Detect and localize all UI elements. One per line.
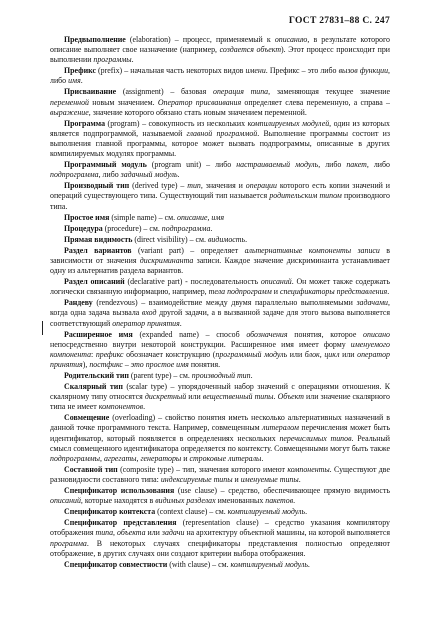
emphasized-term: постфикс [89,359,123,369]
emphasized-term: выражение [50,107,89,117]
entry-text: (direct visibility) – см. [132,234,208,244]
glossary-term: Спецификатор контекста [64,507,156,517]
emphasized-term: спецификаторы представления [279,287,388,297]
entry-text: ). Этот процесс происходит при выполнении [50,45,391,65]
glossary-entry [50,35,390,65]
entry-text: и [232,474,241,484]
glossary-entry [50,160,390,180]
glossary-entry [50,119,390,159]
entry-text: (variant part) – определяет [131,245,245,255]
emphasized-term: видимых разделах [155,496,216,506]
emphasized-term: главной программой [186,128,258,138]
entry-text: . [293,496,296,506]
entry-text: (program) – совокупность из нескольких [105,118,248,128]
emphasized-term: литералом [262,423,299,433]
entry-text: . [307,559,310,569]
entry-text: . [210,223,213,233]
entry-text: (representation clause) – средство указания компилятору отображения [50,518,390,538]
glossary-entry [50,465,390,485]
entry-text: производного типа. [50,191,391,211]
emphasized-term: подпрограммы [50,453,100,463]
glossary-entry [50,246,390,276]
emphasized-term: пакетов [265,496,294,506]
glossary-term: Прямая видимость [64,234,133,244]
glossary-entry [50,486,390,506]
entry-text: . Префикс – это либо [265,66,339,76]
entry-text: , либо [98,170,121,180]
entry-text: . Выполнение программы состоит из выполнения главной программы, которое может вызвать подпрограммы, описанные в других компилируемых модулях программы. [50,128,390,159]
entry-text: понятия, которое [287,329,364,339]
entry-text: записи. Каждое значение дискриминанта устанавливает одну из альтернатив раздела вариантов. [50,255,390,276]
emphasized-term: операция типа [213,87,269,97]
entry-text: . [245,234,248,244]
emphasized-term: тела подпрограмм [208,287,272,297]
entry-text: . [250,371,253,380]
emphasized-term: производный тип [191,371,251,380]
emphasized-term: вещественный типы [202,392,274,402]
entry-text: , [100,453,104,463]
emphasized-term: агрегаты [103,453,137,463]
entry-text: . [387,287,390,297]
glossary-entry [50,235,390,245]
entry-text: или значение скалярного типа не имеет [50,392,390,412]
emphasized-term: цикл [324,349,340,359]
entry-text: определяет слева переменную, а справа – [241,97,390,107]
entry-text: . Реальный смысл совмещенного идентификатора определяется по контексту. Совмещенными могут быть также [50,433,391,453]
emphasized-term: компилируемый модуль [230,559,308,569]
entry-text: , либо [50,66,391,86]
glossary-term: Спецификатор использования [64,486,175,496]
emphasized-term: программы [93,55,132,65]
entry-text: . Существуют две разновидности составного типа: [50,464,390,484]
entry-text: , [113,528,117,538]
emphasized-term: программа [50,538,87,548]
entry-text: понятия. [188,359,221,369]
emphasized-term: компилируемых модулей [247,118,330,128]
emphasized-term: тип [187,181,201,191]
entry-text: . [305,507,308,517]
glossary-entry [50,382,390,412]
entry-text: (expanded name) – способ [132,329,247,339]
glossary-term: Процедура [64,223,103,233]
entry-text: , значение которого обязано стать новым значением переменной. [88,107,307,117]
emphasized-term: подпрограмма [161,223,211,233]
emphasized-term: задачи [161,528,185,538]
glossary-entry [50,213,390,223]
entry-text: , либо [318,160,347,170]
entry-text: или [339,349,358,359]
entry-text: (elaboration) – процесс, применяемый к [125,35,275,44]
glossary-term: Раздел описаний [64,277,125,287]
entry-text: ), [82,359,90,369]
emphasized-term: альтернативные компоненты записи [244,245,380,255]
entry-text: , заменяющая текущее значение [268,87,390,97]
entry-text: . [273,392,278,402]
emphasized-term: программный модуль [215,349,288,359]
entry-text: обозначает конструкцию ( [123,349,216,359]
emphasized-term: родительским типом [269,191,342,201]
entry-text: , когда одна задача вызвала [50,298,390,318]
emphasized-term: объекта [117,528,146,538]
glossary-entry [50,560,390,570]
emphasized-term: строковые литералы [189,453,262,463]
entry-text: , [319,349,325,359]
emphasized-term: описаний [260,277,292,287]
glossary-term: Программный модуль [64,160,147,170]
entry-text: и [181,453,190,463]
emphasized-term: типа [95,528,114,538]
entry-text: (assignment) – базовая [116,87,214,97]
entry-text: – [122,359,131,369]
glossary-term: Производный тип [64,181,130,191]
glossary-entry [50,330,390,370]
entry-text: именованных [215,496,266,506]
entry-text: : [91,349,96,359]
glossary-term: Спецификатор совместности [64,559,168,569]
entry-text: . [261,453,264,463]
entry-text: . В некоторых случаях спецификаторы представления полностью определяют отображение, в других случаях они создают критерии выбора отображения. [50,538,390,558]
glossary-entry [50,413,390,463]
entry-text: или [145,528,162,538]
emphasized-term: дискриминанта [139,255,194,265]
glossary-term: Рандеву [64,298,93,308]
emphasized-term: создается объект [219,45,282,55]
emphasized-term: компилируемый модуль [227,507,306,517]
emphasized-term: блок [304,349,320,359]
entry-text: (overloading) – свойство понятия иметь несколько альтернативных назначений в данной точке программного текста. Например, совмещенным [50,413,390,433]
entry-text: (composite type) – тип, значения которого имеют [117,464,288,474]
entry-text: . [143,402,146,412]
emphasized-term: генераторы [140,453,182,463]
emphasized-term: именуемого компонента [50,339,390,359]
glossary-entry [50,87,390,117]
glossary-entry [50,518,390,558]
emphasized-term: имя [68,76,81,86]
emphasized-term: описано [363,329,390,339]
emphasized-term: оператор принятия [50,349,390,369]
glossary-term: Расширенное имя [64,329,133,339]
entry-text: , либо [366,160,390,170]
emphasized-term: видимость [207,234,246,244]
glossary-term: Присваивание [64,87,117,97]
emphasized-term: задачный модуль [120,170,178,180]
entry-text: . Он может также содержать логически связанную информацию, например, [50,277,390,297]
entry-text: непосредственно внутри некоторой конструкции. Расширенное имя имеет форму [50,339,351,349]
glossary-term: Родительский тип [64,371,129,380]
entry-text: (program unit) – либо [146,160,237,170]
entry-text: или [287,349,305,359]
glossary-term: Скалярный тип [64,382,123,392]
glossary-entry [50,224,390,234]
margin-mark [42,321,43,335]
emphasized-term: обозначения [246,329,288,339]
entry-text: , в результате которого описание выполняет свое назначение (например, [50,35,390,55]
entry-text: (context clause) – см. [155,507,228,517]
emphasized-term: имени [245,66,266,76]
emphasized-term: Оператор присваивания [157,97,242,107]
entry-text: (declarative part) - последовательность [124,277,261,287]
entry-text: (procedure) – см. [102,223,162,233]
emphasized-term: описаний [50,496,81,506]
emphasized-term: пакет [346,160,367,170]
entry-text: (with clause) – см. [167,559,231,569]
entry-text: . [80,76,83,86]
entry-text: , один из которых является подпрограммой, называемой [50,118,390,138]
glossary-term: Совмещение [64,413,110,423]
glossary-term: Предвыполнение [64,35,126,44]
entry-text: . [177,170,180,180]
entry-text: . [179,318,182,328]
emphasized-term: задачами [356,298,389,308]
entry-text: . [298,474,301,484]
emphasized-term: дискретный [144,392,187,402]
entry-text: (parent type) – см. [128,371,192,380]
entry-text: (use clause) – средство, обеспечивающее прямую видимость [174,486,390,496]
entry-text: в зависимости от значения [50,245,390,265]
entry-text: другой задачи, а в вызванной задаче для этого вызова выполняется соответствующий [50,308,390,328]
entry-text: , значения и [200,181,246,191]
entry-text: новым значением. [88,97,158,107]
glossary-body [50,35,390,570]
emphasized-term: описание, имя [177,212,225,222]
glossary-entry [50,66,390,86]
emphasized-term: оператор принятия [112,318,180,328]
entry-text: (scalar type) – упорядоченный набор значений с операциями отношения. К скалярному типу относятся [50,382,390,402]
emphasized-term: индексируемые типы [160,474,233,484]
glossary-term: Простое имя [64,212,110,222]
emphasized-term: префикс [95,349,124,359]
emphasized-term: компоненты [287,464,330,474]
emphasized-term: именуемые типы [240,474,299,484]
glossary-term: Префикс [64,66,96,76]
entry-text: которого есть копии значений и операций существующего типа. Существующий тип называется [50,181,391,201]
entry-text: на архитектуру объектной машины, на которой выполняется [184,528,390,538]
glossary-entry [50,277,390,297]
glossary-entry [50,298,390,328]
emphasized-term: настраиваемый модуль [236,160,319,170]
emphasized-term: Объект [277,392,304,402]
emphasized-term: подпрограмма [50,170,99,180]
entry-text: (prefix) – начальная часть некоторых видов [95,66,246,76]
emphasized-term: описанию [274,35,308,44]
entry-text: (simple name) – см. [109,212,178,222]
entry-text: или [186,392,203,402]
glossary-term: Спецификатор представления [64,518,177,528]
emphasized-term: это простое имя [130,359,189,369]
glossary-entry [50,371,390,381]
entry-text: (rendezvous) – взаимодействие между двумя параллельно выполняемыми [92,298,357,308]
glossary-entry [50,507,390,517]
emphasized-term: перечислимых типов [279,433,352,443]
glossary-term: Программа [64,118,106,128]
emphasized-term: операции [245,181,277,191]
glossary-entry [50,181,390,211]
glossary-term: Составной тип [64,464,118,474]
entry-text: , которые находятся в [80,496,156,506]
entry-text: перечисления может быть идентификатор, который появляется в определениях нескольких [50,423,390,443]
page-header: ГОСТ 27831–88 С. 247 [288,16,390,26]
entry-text: , [136,453,141,463]
emphasized-term: вызов функции [338,66,389,76]
emphasized-term: переменной [50,97,89,107]
glossary-term: Раздел вариантов [64,245,132,255]
emphasized-term: вход [141,308,157,318]
entry-text: . [131,55,134,65]
entry-text: (derived type) – [129,181,188,191]
emphasized-term: компонентов [98,402,144,412]
entry-text: и [271,287,280,297]
